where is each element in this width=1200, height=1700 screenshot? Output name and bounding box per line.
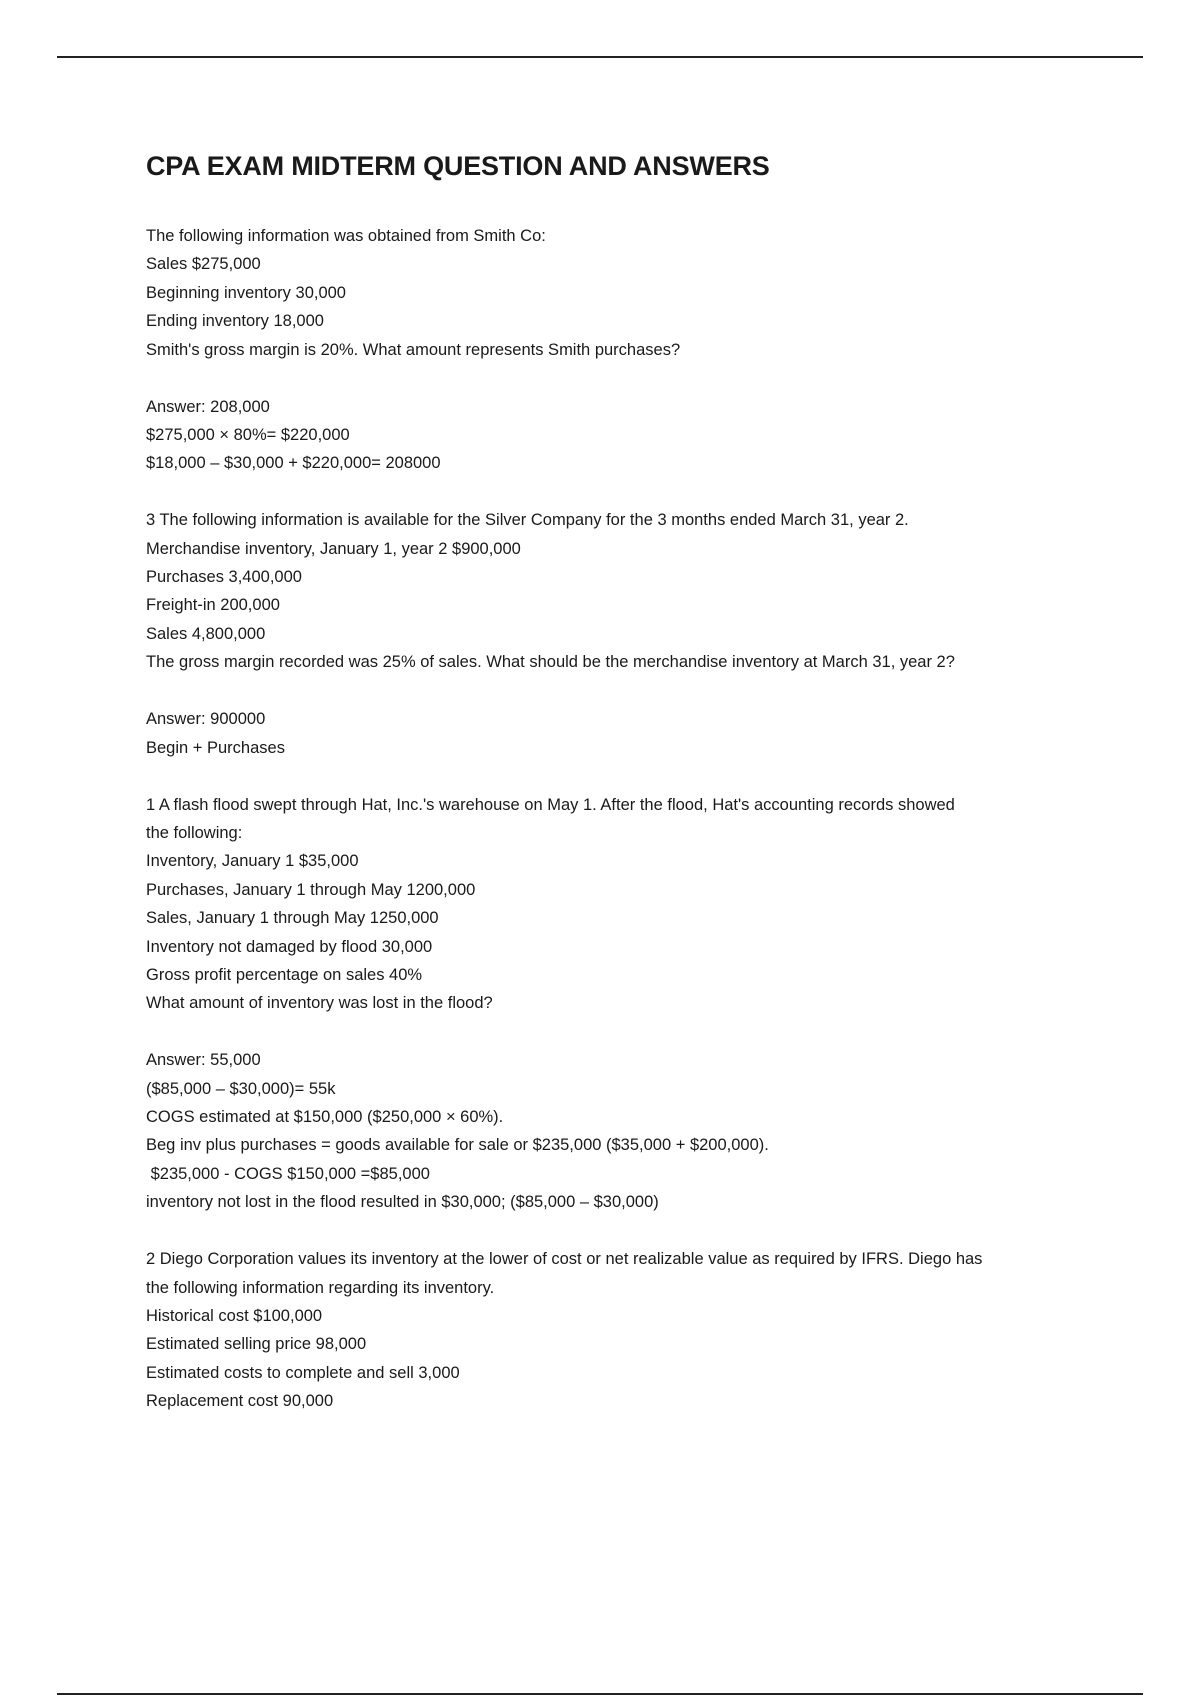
text-line: What amount of inventory was lost in the flood? xyxy=(146,994,493,1013)
text-line: Freight-in 200,000 xyxy=(146,596,280,615)
document-body xyxy=(146,148,1106,1444)
text-line: inventory not lost in the flood resulted in $30,000; ($85,000 – $30,000) xyxy=(146,1193,659,1212)
text-line: $235,000 - COGS $150,000 =$85,000 xyxy=(146,1164,430,1183)
text-line: ($85,000 – $30,000)= 55k xyxy=(146,1079,336,1098)
document-title: CPA EXAM MIDTERM QUESTION AND ANSWERS xyxy=(146,151,770,181)
question-silver-company xyxy=(146,506,1106,676)
text-line: Ending inventory 18,000 xyxy=(146,312,324,331)
text-line: Sales $275,000 xyxy=(146,255,261,274)
text-line: Answer: 900000 xyxy=(146,710,266,729)
text-line: COGS estimated at $150,000 ($250,000 × 60%). xyxy=(146,1108,504,1127)
question-diego-corporation xyxy=(146,1245,1106,1415)
text-line: $18,000 – $30,000 + $220,000= 208000 xyxy=(146,454,441,473)
text-line: $275,000 × 80%= $220,000 xyxy=(146,425,350,444)
text-line: Answer: 55,000 xyxy=(146,1051,261,1070)
text-line: Beg inv plus purchases = goods available for sale or $235,000 ($35,000 + $200,000). xyxy=(146,1136,769,1155)
bottom-rule xyxy=(57,1693,1143,1695)
text-line: 1 A flash flood swept through Hat, Inc.'s warehouse on May 1. After the flood, Hat's accounting records showed xyxy=(146,795,955,814)
text-line: Beginning inventory 30,000 xyxy=(146,283,346,302)
answer-smith-co xyxy=(146,393,1106,478)
text-line: Sales 4,800,000 xyxy=(146,624,266,643)
text-line: Sales, January 1 through May 1250,000 xyxy=(146,909,439,928)
text-line: Estimated costs to complete and sell 3,000 xyxy=(146,1363,460,1382)
answer-silver-company xyxy=(146,705,1106,762)
text-line: Purchases 3,400,000 xyxy=(146,568,302,587)
text-line: Historical cost $100,000 xyxy=(146,1307,323,1325)
text-line: 2 Diego Corporation values its inventory at the lower of cost or net realizable value as required by IFRS. Diego has xyxy=(146,1250,983,1269)
text-line: Answer: 208,000 xyxy=(146,397,270,416)
text-line: Estimated selling price 98,000 xyxy=(146,1335,367,1354)
text-line: Purchases, January 1 through May 1200,000 xyxy=(146,880,476,899)
text-line: The following information was obtained from Smith Co: xyxy=(146,227,546,245)
text-line: the following: xyxy=(146,823,243,842)
text-line: The gross margin recorded was 25% of sales. What should be the merchandise inventory at March 31, year 2? xyxy=(146,653,955,672)
text-line: 3 The following information is available for the Silver Company for the 3 months ended March 31, year 2. xyxy=(146,511,909,530)
text-line: Gross profit percentage on sales 40% xyxy=(146,965,423,984)
answer-hat-inc xyxy=(146,1046,1106,1216)
text-line: Inventory not damaged by flood 30,000 xyxy=(146,937,433,956)
top-rule xyxy=(57,56,1143,58)
question-hat-inc xyxy=(146,791,1106,1018)
text-line: Smith's gross margin is 20%. What amount represents Smith purchases? xyxy=(146,340,681,359)
text-line: the following information regarding its inventory. xyxy=(146,1278,495,1297)
text-line: Replacement cost 90,000 xyxy=(146,1392,334,1411)
text-line: Merchandise inventory, January 1, year 2 $900,000 xyxy=(146,539,521,558)
text-line: Inventory, January 1 $35,000 xyxy=(146,852,359,871)
question-smith-co xyxy=(146,222,1106,364)
text-line: Begin + Purchases xyxy=(146,738,285,757)
